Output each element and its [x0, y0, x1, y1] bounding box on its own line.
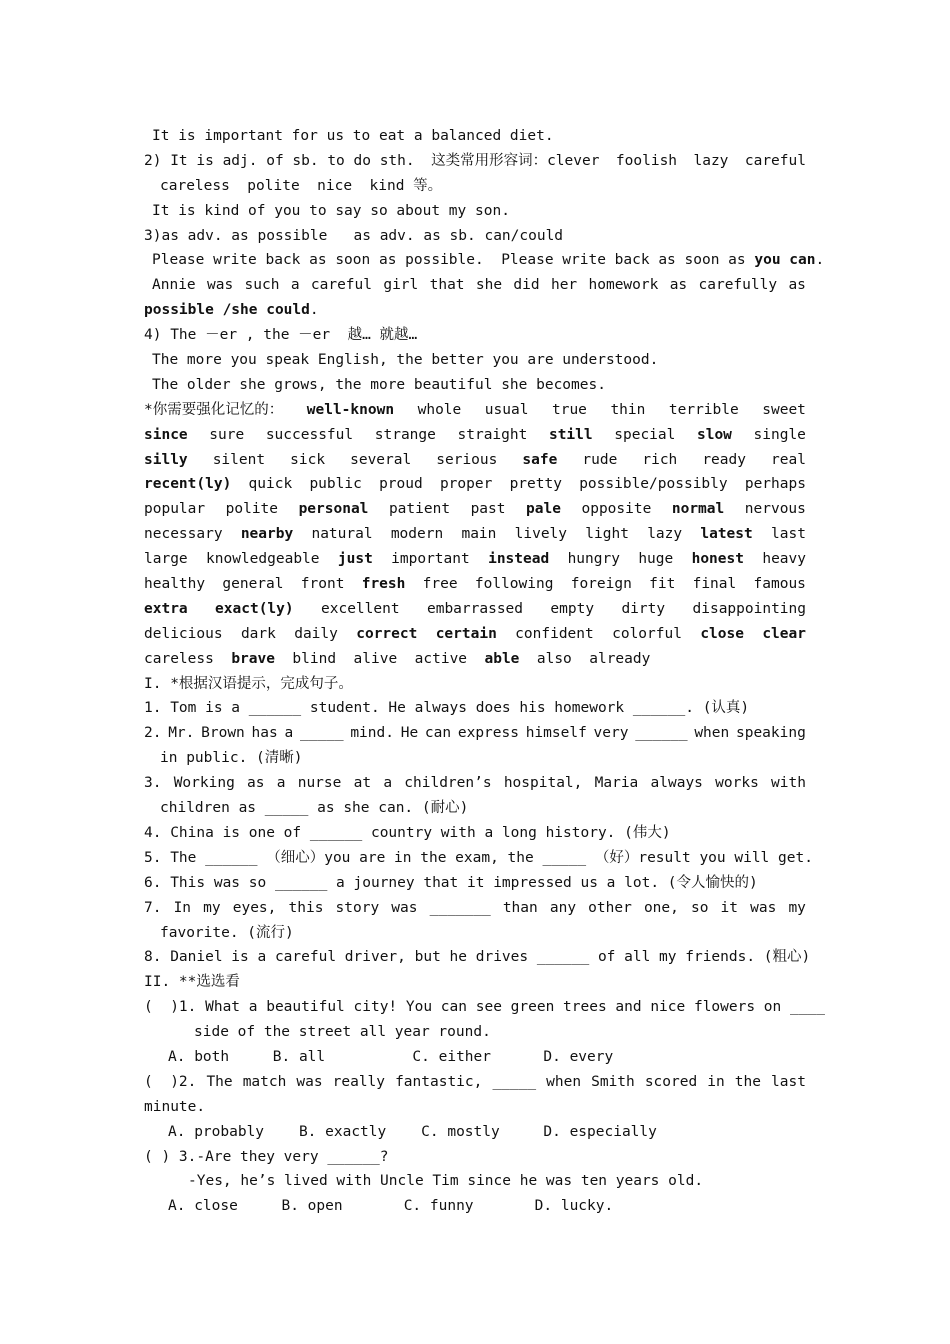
text-span: also already	[519, 650, 651, 667]
text-span: polite	[225, 501, 279, 518]
text-span: The more you speak English, the better you are understood.	[152, 352, 659, 369]
bold-word: still	[548, 426, 593, 443]
text-line	[144, 547, 806, 572]
text-span: my	[203, 899, 221, 916]
text-span: final	[692, 576, 737, 593]
text-span: lazy	[693, 152, 729, 169]
text-line	[144, 871, 806, 896]
text-span: I. *根据汉语提示，完成句子。	[144, 675, 353, 692]
bold-word: well-known	[306, 401, 395, 418]
text-line	[144, 423, 806, 448]
text-span: embarrassed	[426, 600, 524, 617]
text-span: other	[588, 899, 632, 916]
text-span: dirty	[621, 600, 666, 617]
text-span: 3)as adv. as possible as adv. as sb. can/could	[144, 227, 564, 244]
text-span: always	[650, 775, 703, 792]
bold-word: instead	[488, 551, 550, 568]
text-span: as	[669, 277, 688, 294]
text-span: real	[771, 451, 806, 468]
text-span: thin	[610, 401, 646, 418]
text-line	[144, 199, 806, 224]
text-span: very	[593, 725, 629, 742]
text-span: ( )2.	[144, 1073, 197, 1090]
text-line	[144, 348, 806, 373]
text-span: straight	[457, 426, 528, 443]
text-span: a	[383, 775, 393, 792]
text-line	[144, 298, 806, 323]
text-span: proper	[439, 476, 493, 493]
text-span: mind.	[350, 725, 394, 742]
text-line	[144, 1095, 806, 1120]
text-span: ( ) 3.-Are they very ______?	[144, 1148, 389, 1165]
text-span: really	[332, 1073, 386, 1090]
text-span: lazy	[647, 526, 683, 543]
text-line	[144, 696, 806, 721]
text-span: as	[247, 775, 265, 792]
text-span: hungry	[567, 551, 620, 568]
bold-word: normal	[671, 501, 725, 518]
text-span: II. **选选看	[144, 974, 240, 991]
text-span: confident	[515, 625, 594, 642]
text-span: proud	[379, 476, 423, 493]
text-span: _______	[429, 899, 491, 916]
text-line	[144, 572, 806, 597]
text-span: huge	[638, 551, 674, 568]
text-span: several	[350, 451, 412, 468]
text-span: 6. This was so ______ a journey that it impressed us a lot. (令人愉快的)	[144, 874, 758, 891]
text-span: terrible	[668, 401, 739, 418]
text-span: past	[470, 501, 506, 518]
text-span: a	[290, 277, 300, 294]
text-span: homework	[588, 277, 659, 294]
text-span: so	[690, 899, 709, 916]
text-line	[144, 771, 806, 796]
text-span: He	[400, 725, 419, 742]
text-span: ready	[702, 451, 746, 468]
bold-word: brave	[231, 650, 275, 667]
text-span: important	[391, 551, 470, 568]
text-span: famous	[753, 576, 806, 593]
text-line	[144, 1120, 806, 1145]
text-span: A. probably B. exactly C. mostly D. especially	[168, 1123, 657, 1140]
text-span: Working	[173, 775, 235, 792]
bold-word: able	[484, 650, 520, 667]
bold-word: recent(ly)	[144, 476, 232, 493]
text-span: minute.	[144, 1098, 206, 1115]
text-span: The older she grows, the more beautiful she becomes.	[152, 376, 606, 393]
text-span: my	[788, 899, 806, 916]
text-span: at	[353, 775, 372, 792]
text-span: 这类常用形容词：clever	[431, 152, 600, 169]
text-span: serious	[436, 451, 498, 468]
text-span: was	[391, 899, 418, 916]
bold-word: silly	[144, 451, 188, 468]
text-span: .	[815, 252, 825, 269]
text-span: blind alive active	[274, 650, 485, 667]
text-line	[144, 497, 806, 522]
text-span: sure	[209, 426, 245, 443]
text-span: when	[546, 1073, 582, 1090]
text-span: foreign	[570, 576, 632, 593]
text-span: story	[335, 899, 380, 916]
text-span: it	[720, 899, 739, 916]
bold-word: since	[144, 426, 188, 443]
text-line	[144, 174, 806, 199]
text-line	[144, 846, 813, 871]
text-span: was	[296, 1073, 323, 1090]
text-span: public	[309, 476, 362, 493]
bold-word: close	[700, 625, 744, 642]
bold-word: possible /she could	[144, 302, 310, 319]
text-span: opposite	[581, 501, 652, 518]
text-span: necessary	[144, 526, 223, 543]
text-line	[144, 1045, 806, 1070]
bold-word: correct	[356, 625, 418, 642]
text-span: *你需要强化记忆的：	[144, 401, 284, 418]
text-span: than	[502, 899, 538, 916]
text-line	[144, 1070, 806, 1095]
text-span: modern	[390, 526, 444, 543]
text-span: A. both B. all C. either D. every	[168, 1048, 614, 1065]
text-span: can	[424, 725, 452, 742]
bold-word: you can	[754, 252, 816, 269]
text-span: rich	[642, 451, 678, 468]
text-span: the	[734, 1073, 761, 1090]
text-span: In	[173, 899, 192, 916]
text-line	[144, 746, 806, 771]
text-line	[144, 796, 806, 821]
text-line	[144, 398, 806, 423]
text-line	[144, 995, 825, 1020]
text-span: with	[771, 775, 806, 792]
text-span: in	[707, 1073, 725, 1090]
text-line	[144, 1194, 806, 1219]
text-span: front	[300, 576, 345, 593]
bold-word: safe	[522, 451, 558, 468]
text-span: Smith	[591, 1073, 635, 1090]
text-span: _____	[299, 725, 344, 742]
text-line	[144, 472, 806, 497]
bold-word: just	[337, 551, 373, 568]
text-line	[144, 945, 811, 970]
text-span: empty	[550, 600, 595, 617]
text-line	[144, 1020, 806, 1045]
text-span: 2.	[144, 725, 162, 742]
text-span: Please write back as soon as possible. Please write back as soon as	[152, 252, 755, 269]
text-span: A. close B. open C. funny D. lucky.	[168, 1198, 614, 1215]
text-span: It is important for us to eat a balanced diet.	[152, 128, 554, 144]
text-line	[144, 323, 806, 348]
text-span: himself	[525, 725, 587, 742]
text-span: a	[276, 775, 286, 792]
text-span: ( )1. What a beautiful city! You can see green trees and nice flowers on ____	[144, 999, 825, 1016]
bold-word: certain	[435, 625, 497, 642]
text-span: special	[614, 426, 676, 443]
text-line	[144, 224, 806, 249]
text-span: light	[585, 526, 629, 543]
text-span: 4) The －er , the －er 越… 就越…	[144, 327, 418, 344]
text-span: careful	[310, 277, 372, 294]
text-span: has	[251, 725, 278, 742]
text-line	[144, 124, 806, 149]
text-span: .	[309, 302, 319, 319]
text-span: colorful	[612, 625, 682, 642]
text-span: possible/possibly	[579, 476, 728, 493]
text-span: healthy	[144, 576, 206, 593]
text-span: any	[549, 899, 577, 916]
bold-word: latest	[700, 526, 753, 543]
bold-word: extra	[144, 600, 188, 617]
text-span: It is kind of you to say so about my son.	[152, 202, 510, 219]
bold-word: honest	[691, 551, 744, 568]
text-span: 8. Daniel is a careful driver, but he drives ______ of all my friends. (粗心)	[144, 949, 811, 966]
text-span: was	[207, 277, 234, 294]
text-span: in public. (清晰)	[160, 750, 303, 767]
text-span: 3.	[144, 775, 162, 792]
text-span: when	[694, 725, 730, 742]
bold-word: personal	[298, 501, 369, 518]
text-span: pretty	[509, 476, 562, 493]
text-span: Mr.	[168, 725, 195, 742]
text-span: single	[753, 426, 806, 443]
text-line	[144, 622, 806, 647]
text-span: Annie	[152, 277, 196, 294]
text-span: careful	[744, 152, 806, 169]
bold-word: clear	[762, 625, 806, 642]
text-span: silent	[212, 451, 266, 468]
text-span: dark	[240, 625, 276, 642]
text-span: strange	[374, 426, 436, 443]
text-span: children’s	[404, 775, 492, 792]
text-span: natural	[311, 526, 373, 543]
bold-word: slow	[696, 426, 732, 443]
text-span: _____	[492, 1073, 537, 1090]
text-span: Maria	[594, 775, 639, 792]
text-span: perhaps	[744, 476, 806, 493]
text-span: disappointing	[692, 600, 806, 617]
text-span: eyes,	[232, 899, 277, 916]
bold-word: nearby	[240, 526, 294, 543]
text-span: fantastic,	[395, 1073, 483, 1090]
text-span: following	[474, 576, 554, 593]
bold-word: pale	[526, 501, 561, 518]
text-span: scored	[644, 1073, 698, 1090]
text-span: favorite. (流行)	[160, 924, 294, 941]
text-span: girl	[383, 277, 419, 294]
text-span: fit	[649, 576, 676, 593]
text-line	[144, 597, 806, 622]
text-span: 7.	[144, 899, 162, 916]
bold-word: exact(ly)	[215, 600, 294, 617]
text-line	[144, 522, 806, 547]
text-line	[144, 273, 806, 298]
text-span: works	[715, 775, 759, 792]
text-span: free	[422, 576, 458, 593]
bold-word: fresh	[361, 576, 406, 593]
text-span: such	[244, 277, 280, 294]
text-line	[144, 149, 806, 174]
text-line	[144, 248, 825, 273]
text-span: sweet	[762, 401, 806, 418]
text-span: match	[242, 1073, 287, 1090]
text-line	[144, 672, 806, 697]
text-span: 1. Tom is a ______ student. He always does his homework ______. (认真)	[144, 700, 750, 717]
text-span: usual	[484, 401, 529, 418]
text-span: one,	[643, 899, 679, 916]
text-line	[144, 448, 806, 473]
text-span: was	[750, 899, 777, 916]
text-span: that	[429, 277, 465, 294]
text-span: heavy	[762, 551, 806, 568]
text-span: daily	[294, 625, 338, 642]
text-span: delicious	[144, 625, 223, 642]
text-span: sick	[290, 451, 326, 468]
text-span: main	[461, 526, 497, 543]
text-span: knowledgeable	[206, 551, 320, 568]
text-line	[144, 647, 806, 672]
text-span: her	[550, 277, 578, 294]
text-span: did	[513, 277, 540, 294]
text-span: hospital,	[503, 775, 583, 792]
text-line	[144, 821, 806, 846]
text-span: last	[771, 526, 806, 543]
text-line	[144, 721, 806, 746]
text-span: nurse	[297, 775, 342, 792]
text-span: patient	[388, 501, 451, 518]
text-span: lively	[514, 526, 568, 543]
text-span: large	[144, 551, 188, 568]
text-span: foolish	[615, 152, 678, 169]
text-span: speaking	[735, 725, 806, 742]
text-span: general	[222, 576, 284, 593]
text-span: Brown	[201, 725, 245, 742]
text-span: 4. China is one of ______ country with a long history. (伟大)	[144, 824, 671, 841]
text-span: 2) It is adj. of sb. to do sth.	[144, 152, 415, 169]
text-line	[144, 373, 806, 398]
text-span: a	[284, 725, 294, 742]
text-span: express	[457, 725, 519, 742]
text-span: she	[475, 277, 503, 294]
text-span: last	[771, 1073, 806, 1090]
text-line	[144, 896, 806, 921]
text-line	[144, 1169, 806, 1194]
text-line	[144, 970, 806, 995]
text-span: carefully	[698, 277, 778, 294]
text-span: careless polite nice kind 等。	[160, 177, 443, 194]
text-span: as	[788, 277, 806, 294]
text-span: nervous	[744, 501, 806, 518]
text-span: successful	[265, 426, 354, 443]
text-span: whole	[417, 401, 462, 418]
text-span: -Yes, he’s lived with Uncle Tim since he was ten years old.	[188, 1173, 704, 1190]
text-span: quick	[248, 476, 293, 493]
text-span: ______	[635, 725, 688, 742]
text-span: true	[551, 401, 587, 418]
text-span: The	[206, 1073, 233, 1090]
document-page	[144, 124, 825, 1219]
text-line	[144, 1145, 806, 1170]
text-span: this	[288, 899, 324, 916]
text-span: excellent	[321, 600, 400, 617]
text-span: side of the street all year round.	[194, 1024, 491, 1041]
text-span: children as _____ as she can. (耐心)	[160, 800, 469, 817]
text-line	[144, 921, 806, 946]
text-span: rude	[582, 451, 618, 468]
text-span: careless	[144, 650, 232, 667]
text-span: 5. The ______ （细心）you are in the exam, the _____ （好）result you will get.	[144, 849, 813, 866]
text-span: popular	[144, 501, 206, 518]
